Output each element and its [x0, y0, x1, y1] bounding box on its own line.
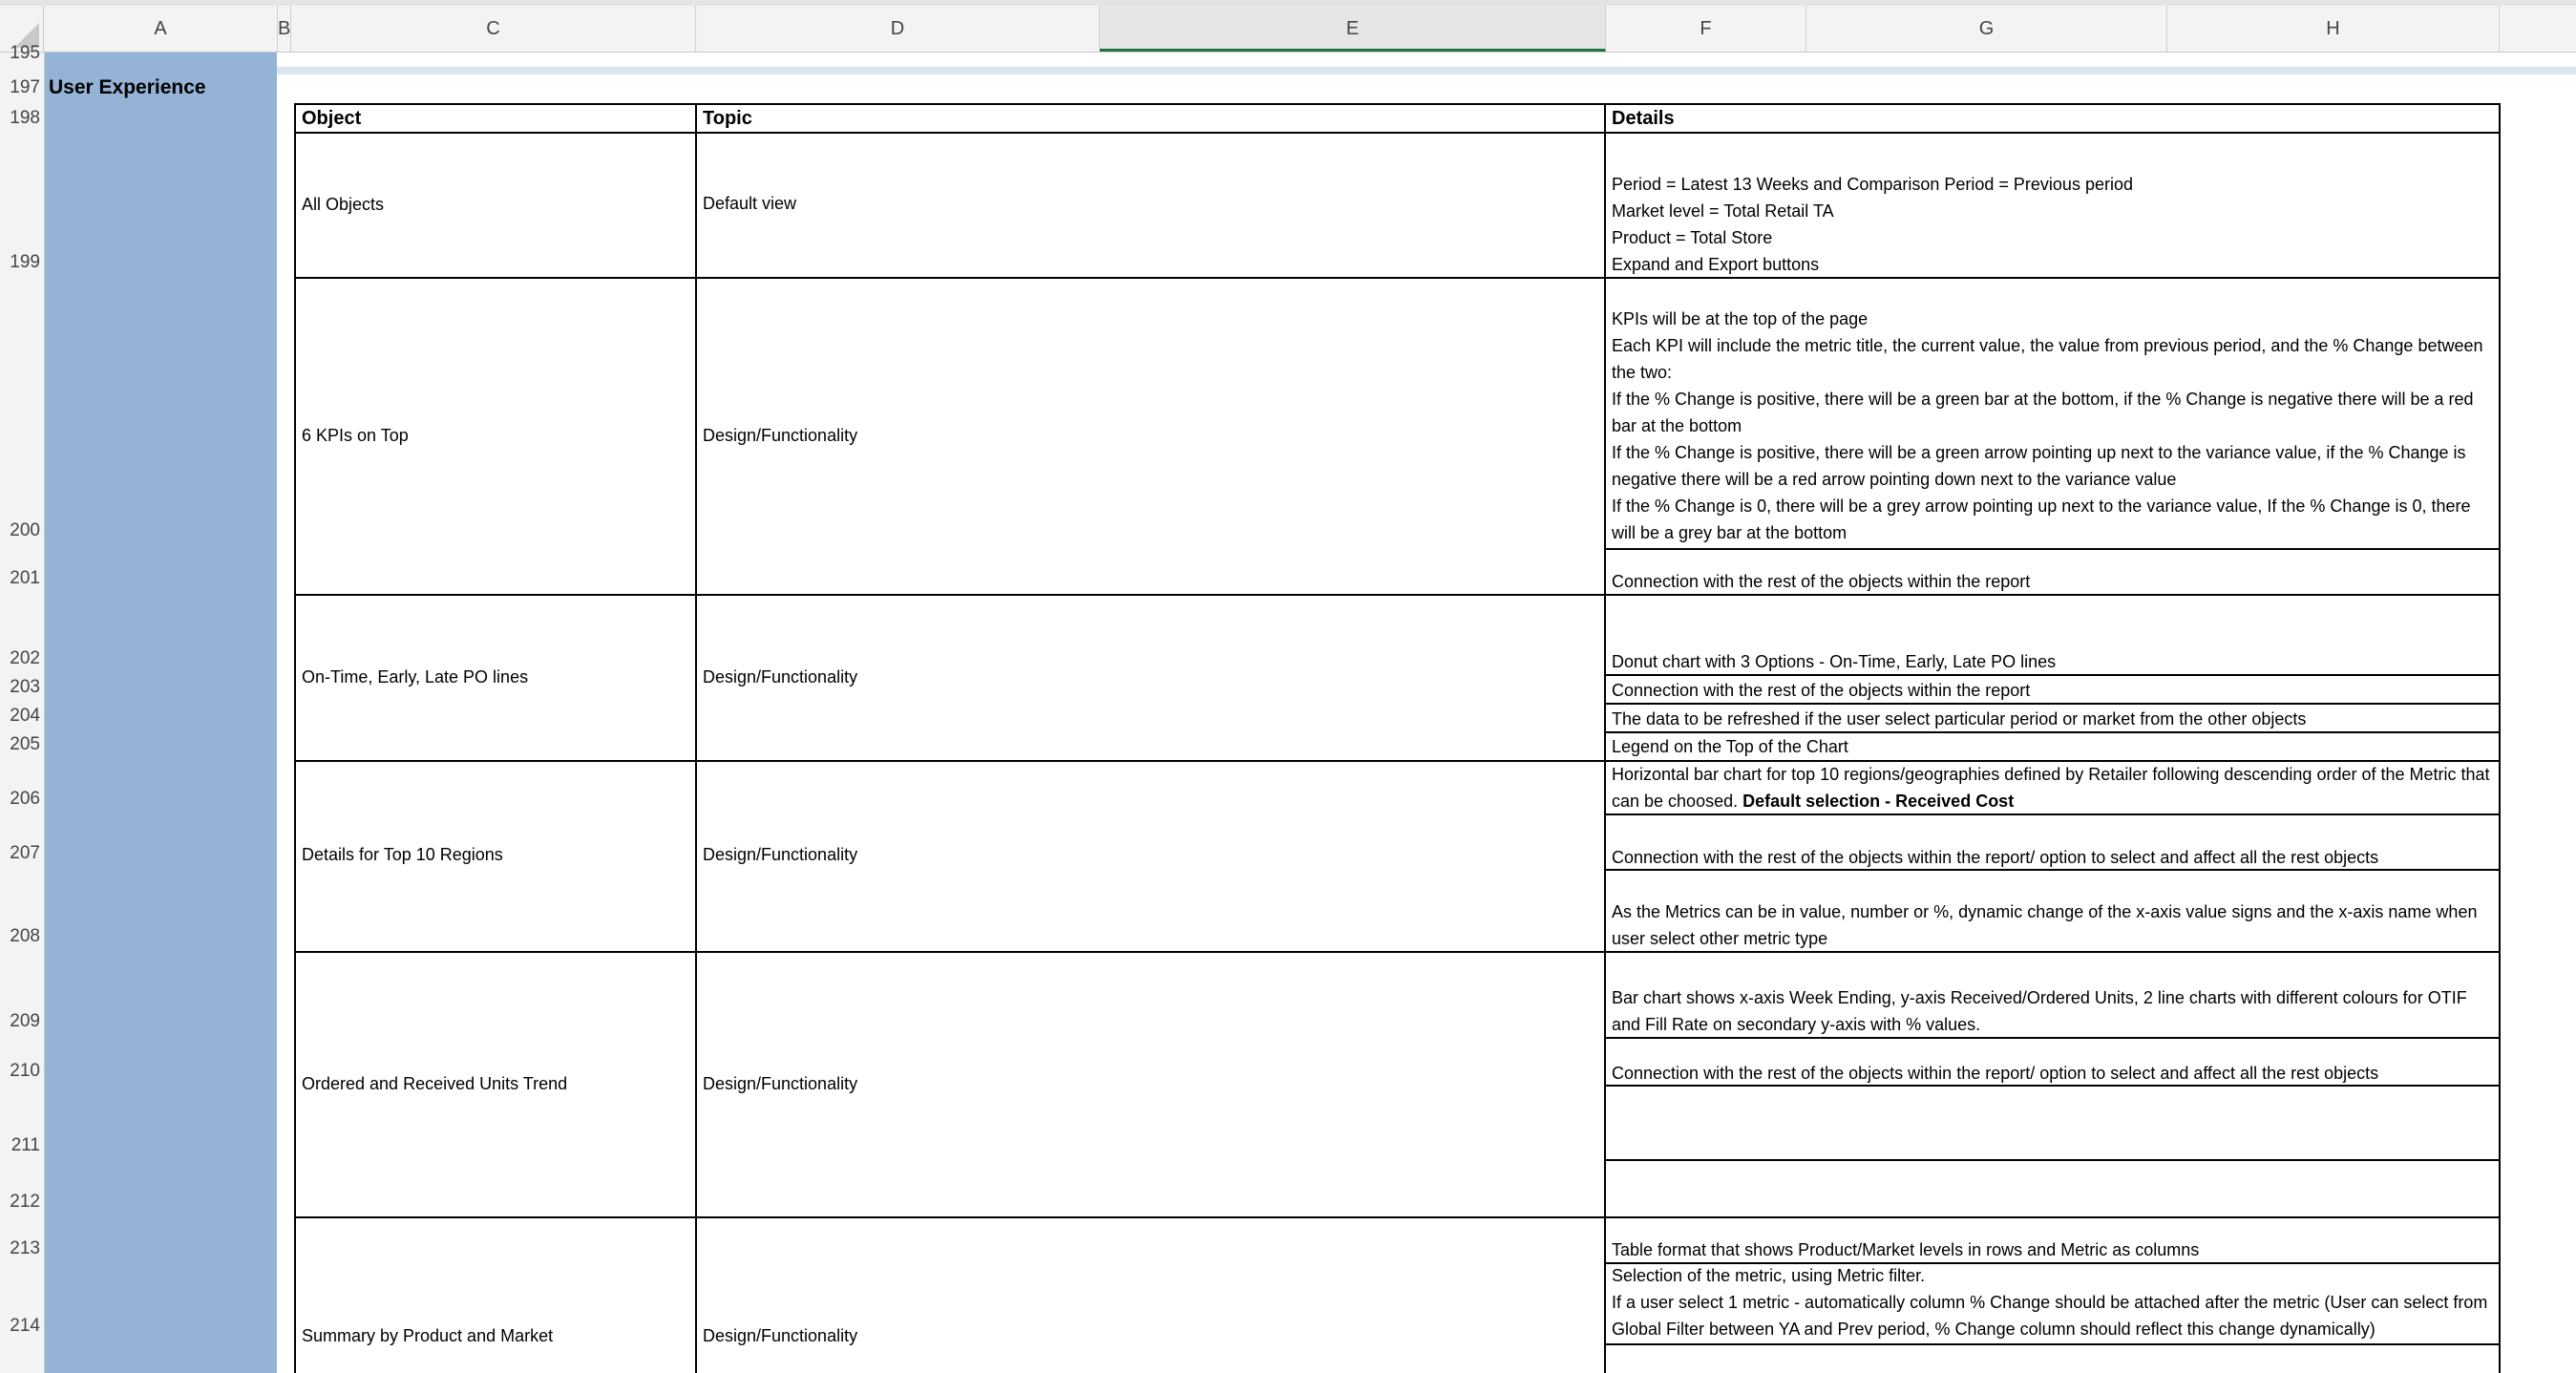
row-header-211[interactable]: 211 [11, 1135, 40, 1155]
details-units-connection[interactable]: Connection with the rest of the objects within the report/ option to select and affect all the rest objects [1612, 1064, 2379, 1083]
column-header-bar [0, 6, 2576, 53]
row-header-208[interactable]: 208 [10, 926, 40, 946]
column-header-next[interactable] [2500, 6, 2576, 52]
column-header-a[interactable]: A [44, 6, 278, 52]
table-header-border [294, 132, 2501, 134]
details-ontime-legend[interactable]: Legend on the Top of the Chart [1612, 737, 1848, 756]
details-summary-table[interactable]: Table format that shows Product/Market levels in rows and Metric as columns [1612, 1240, 2200, 1259]
details-units-empty-211[interactable] [1606, 1088, 2499, 1155]
details-top10-chart[interactable] [1606, 761, 2499, 814]
topic-all-objects[interactable]: Default view [703, 194, 797, 213]
details-all-objects[interactable] [1606, 171, 2499, 278]
column-header-g[interactable]: G [1806, 6, 2167, 52]
detail-line: Each KPI will include the metric title, the current value, the value from previous period, and the % Change between the two: [1612, 336, 2483, 382]
details-ontime-connection[interactable]: Connection with the rest of the objects within the report [1612, 681, 2031, 700]
object-units-trend[interactable]: Ordered and Received Units Trend [302, 1074, 568, 1093]
header-details[interactable]: Details [1612, 108, 1675, 129]
topic-top10[interactable]: Design/Functionality [703, 845, 858, 864]
row-header-214[interactable]: 214 [10, 1316, 40, 1336]
row-header-203[interactable]: 203 [10, 677, 40, 697]
details-ontime-donut[interactable]: Donut chart with 3 Options - On-Time, Early, Late PO lines [1612, 652, 2057, 671]
details-units-chart[interactable]: Bar chart shows x-axis Week Ending, y-axis Received/Ordered Units, 2 line charts with different colours for OTIF and Fill Rate on secondary y-axis with % values. [1612, 988, 2467, 1034]
row-header-210[interactable]: 210 [10, 1061, 40, 1081]
detail-bold-text: Default selection - Received Cost [1742, 792, 2015, 811]
detail-line: If the % Change is 0, there will be a grey arrow pointing up next to the variance value, If the % Change is 0, there will be a grey bar at the bottom [1612, 496, 2471, 542]
column-header-d[interactable]: D [696, 6, 1100, 52]
topic-kpis[interactable]: Design/Functionality [703, 426, 858, 445]
detail-line: KPIs will be at the top of the page [1612, 309, 1869, 328]
row-header-204[interactable]: 204 [10, 706, 40, 726]
table-border-right [2499, 103, 2501, 1373]
row-header-201[interactable]: 201 [10, 568, 40, 588]
object-summary[interactable]: Summary by Product and Market [302, 1326, 554, 1345]
row-header-213[interactable]: 213 [10, 1238, 40, 1258]
object-kpis[interactable]: 6 KPIs on Top [302, 426, 409, 445]
column-header-c[interactable]: C [291, 6, 696, 52]
header-topic[interactable]: Topic [703, 108, 752, 129]
table-border-c-d [695, 103, 697, 1373]
table-border-left [294, 103, 296, 1373]
detail-line: Product = Total Store [1612, 228, 1773, 247]
column-header-h[interactable]: H [2167, 6, 2500, 52]
row-header-212[interactable]: 212 [10, 1192, 40, 1212]
detail-line: Selection of the metric, using Metric filter. [1612, 1266, 1926, 1285]
details-summary-metric[interactable] [1606, 1262, 2499, 1342]
row-border-211 [1605, 1159, 2501, 1161]
row-header-bar [0, 43, 45, 1373]
detail-line: If a user select 1 metric - automatically column % Change should be attached after the metric (User can select from Global Filter between YA and Prev period, % Change column should reflect this change dynamically) [1612, 1293, 2488, 1339]
row-header-198[interactable]: 198 [10, 108, 40, 128]
column-header-f[interactable]: F [1606, 6, 1806, 52]
row-border-200 [1605, 548, 2501, 550]
detail-line: Expand and Export buttons [1612, 255, 1820, 274]
object-top10[interactable]: Details for Top 10 Regions [302, 845, 503, 864]
detail-line: If the % Change is positive, there will be a green arrow pointing up next to the variance value, if the % Change is negative there will be a red arrow pointing down next to the variance value [1612, 443, 2466, 489]
row-header-205[interactable]: 205 [10, 734, 40, 754]
column-a-fill [45, 53, 277, 1373]
detail-line: Market level = Total Retail TA [1612, 201, 1834, 221]
details-kpis[interactable] [1606, 306, 2499, 546]
topic-units-trend[interactable]: Design/Functionality [703, 1074, 858, 1093]
row-header-195[interactable]: 195 [10, 43, 40, 63]
section-title[interactable]: User Experience [49, 76, 206, 98]
column-header-e[interactable]: E [1100, 6, 1606, 52]
row-header-200[interactable]: 200 [10, 520, 40, 540]
object-ontime[interactable]: On-Time, Early, Late PO lines [302, 667, 529, 686]
row-header-197[interactable]: 197 [10, 77, 40, 97]
row-header-202[interactable]: 202 [10, 648, 40, 668]
row-header-209[interactable]: 209 [10, 1011, 40, 1031]
row-header-207[interactable]: 207 [10, 843, 40, 863]
details-kpis-connection[interactable]: Connection with the rest of the objects within the report [1612, 572, 2031, 591]
row-border-214 [1605, 1343, 2501, 1345]
column-header-b[interactable]: B [278, 6, 291, 52]
header-object[interactable]: Object [302, 108, 362, 129]
details-units-empty-212[interactable] [1606, 1163, 2499, 1215]
details-top10-connection[interactable]: Connection with the rest of the objects within the report/ option to select and affect all the rest objects [1612, 848, 2379, 867]
details-top10-axis[interactable]: As the Metrics can be in value, number or %, dynamic change of the x-axis value signs and the x-axis name when user select other metric type [1612, 902, 2478, 948]
row-border-212 [294, 1216, 2501, 1218]
details-ontime-refresh[interactable]: The data to be refreshed if the user select particular period or market from the other objects [1612, 709, 2307, 729]
section-separator [277, 67, 2576, 74]
row-header-199[interactable]: 199 [10, 252, 40, 272]
object-all-objects[interactable]: All Objects [302, 195, 385, 214]
row-header-206[interactable]: 206 [10, 789, 40, 809]
detail-line: If the % Change is positive, there will be a green bar at the bottom, if the % Change is negative there will be a red bar at the bottom [1612, 390, 2474, 435]
topic-summary[interactable]: Design/Functionality [703, 1326, 858, 1345]
topic-ontime[interactable]: Design/Functionality [703, 667, 858, 686]
detail-text: Horizontal bar chart for top 10 regions/geographies defined by Retailer following descending order of the Metric that can be choosed. [1612, 765, 2490, 811]
detail-line: Period = Latest 13 Weeks and Comparison Period = Previous period [1612, 175, 2133, 194]
